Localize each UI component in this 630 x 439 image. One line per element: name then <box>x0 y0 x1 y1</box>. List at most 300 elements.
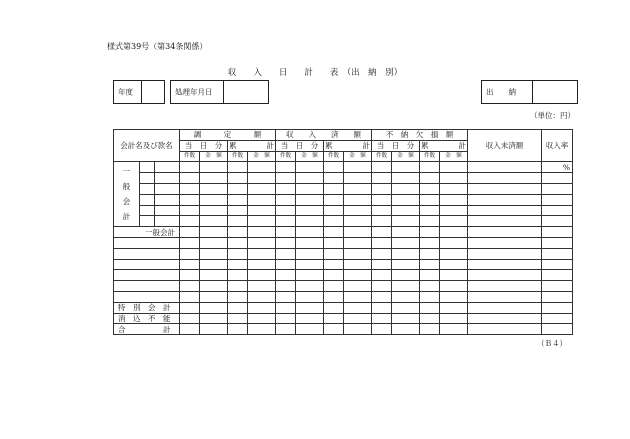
rate-cell[interactable] <box>542 216 573 227</box>
data-cell[interactable] <box>344 173 372 184</box>
data-cell[interactable] <box>372 259 392 270</box>
data-cell[interactable] <box>392 291 420 302</box>
data-cell[interactable] <box>228 194 248 205</box>
general-account-total: 一般会計 <box>114 227 180 238</box>
data-cell[interactable] <box>276 227 296 238</box>
data-cell[interactable] <box>440 205 468 216</box>
grand-total-label: 合 計 <box>114 324 180 335</box>
data-cell[interactable] <box>542 324 573 335</box>
data-cell[interactable] <box>420 162 440 173</box>
data-cell[interactable] <box>392 237 420 248</box>
data-cell[interactable] <box>324 237 344 248</box>
uncollected-cell[interactable] <box>468 162 542 173</box>
data-cell[interactable] <box>180 302 200 313</box>
data-cell[interactable] <box>324 216 344 227</box>
data-cell[interactable] <box>200 173 228 184</box>
data-cell[interactable] <box>420 227 440 238</box>
data-cell[interactable] <box>248 302 276 313</box>
data-cell[interactable] <box>296 324 324 335</box>
data-cell[interactable] <box>542 227 573 238</box>
data-cell[interactable] <box>344 313 372 324</box>
data-cell[interactable] <box>372 216 392 227</box>
data-cell[interactable] <box>248 237 276 248</box>
data-cell[interactable] <box>228 270 248 281</box>
data-cell[interactable] <box>180 313 200 324</box>
data-cell[interactable] <box>344 237 372 248</box>
data-cell[interactable] <box>440 248 468 259</box>
count-label: 件数 <box>420 151 440 162</box>
item-cell[interactable] <box>155 162 180 173</box>
data-cell[interactable] <box>276 248 296 259</box>
cashier-label: 出 納 <box>486 87 516 97</box>
data-cell[interactable] <box>296 216 324 227</box>
data-cell[interactable] <box>392 205 420 216</box>
data-cell[interactable] <box>276 216 296 227</box>
data-cell[interactable] <box>542 270 573 281</box>
data-cell[interactable] <box>324 313 344 324</box>
data-cell[interactable] <box>276 194 296 205</box>
data-cell[interactable] <box>248 281 276 292</box>
data-cell[interactable] <box>276 313 296 324</box>
data-cell[interactable] <box>276 162 296 173</box>
revenue-table <box>113 129 573 335</box>
data-cell[interactable] <box>324 302 344 313</box>
data-cell[interactable] <box>468 302 542 313</box>
data-cell[interactable] <box>542 281 573 292</box>
item-cell[interactable] <box>140 173 155 184</box>
data-cell[interactable] <box>228 173 248 184</box>
table-row <box>114 194 573 205</box>
data-cell[interactable] <box>324 259 344 270</box>
data-cell[interactable] <box>420 313 440 324</box>
amount-label: 金 額 <box>296 151 324 162</box>
process-date-box[interactable] <box>170 80 269 104</box>
data-cell[interactable] <box>200 216 228 227</box>
data-cell[interactable] <box>200 162 228 173</box>
data-cell[interactable] <box>248 194 276 205</box>
vertical-char: 会 <box>122 197 131 207</box>
group-written-off: 不 納 欠 損 額 <box>372 130 468 141</box>
data-cell[interactable] <box>228 281 248 292</box>
rate-cell[interactable] <box>542 205 573 216</box>
data-cell[interactable] <box>180 194 200 205</box>
data-cell[interactable] <box>200 313 228 324</box>
data-cell[interactable] <box>440 227 468 238</box>
data-cell[interactable] <box>420 183 440 194</box>
table-row <box>114 227 573 238</box>
data-cell[interactable] <box>296 162 324 173</box>
data-cell[interactable] <box>228 313 248 324</box>
item-cell[interactable] <box>155 183 180 194</box>
data-cell[interactable] <box>180 281 200 292</box>
sub-today: 当 日 分 <box>276 140 324 151</box>
data-cell[interactable] <box>420 194 440 205</box>
data-cell[interactable] <box>248 291 276 302</box>
data-cell[interactable] <box>228 248 248 259</box>
data-cell[interactable] <box>372 281 392 292</box>
sub-today: 当 日 分 <box>372 140 420 151</box>
data-cell[interactable] <box>248 313 276 324</box>
data-cell[interactable] <box>440 324 468 335</box>
year-label: 年度 <box>118 87 133 97</box>
amount-label: 金 額 <box>248 151 276 162</box>
data-cell[interactable] <box>296 237 324 248</box>
data-cell[interactable] <box>392 281 420 292</box>
data-cell[interactable] <box>372 183 392 194</box>
table-row <box>114 237 573 248</box>
table-row <box>114 162 573 173</box>
data-cell[interactable] <box>420 291 440 302</box>
data-cell[interactable] <box>542 248 573 259</box>
data-cell[interactable] <box>344 183 372 194</box>
data-cell[interactable] <box>324 227 344 238</box>
paper-size-note: （Ｂ４） <box>537 339 567 348</box>
data-cell[interactable] <box>276 302 296 313</box>
data-cell[interactable] <box>324 270 344 281</box>
data-cell[interactable] <box>180 259 200 270</box>
item-cell[interactable] <box>140 205 155 216</box>
data-cell[interactable] <box>248 162 276 173</box>
table-row <box>114 281 573 292</box>
table-row <box>114 324 573 335</box>
data-cell[interactable] <box>392 324 420 335</box>
rate-header: 収入率 <box>542 130 573 162</box>
data-cell[interactable] <box>296 270 324 281</box>
form-number: 様式第39号（第34条関係） <box>107 42 208 51</box>
table-row <box>114 183 573 194</box>
data-cell[interactable] <box>372 313 392 324</box>
amount-label: 金 額 <box>392 151 420 162</box>
data-cell[interactable] <box>542 237 573 248</box>
data-cell[interactable] <box>440 173 468 184</box>
data-cell[interactable] <box>468 237 542 248</box>
table-row <box>114 291 573 302</box>
unit-note: （単位：円） <box>530 111 575 120</box>
table-row <box>114 173 573 184</box>
data-cell[interactable] <box>180 270 200 281</box>
data-cell[interactable] <box>200 302 228 313</box>
data-cell[interactable] <box>248 248 276 259</box>
uncollected-header: 収入未済額 <box>468 130 542 162</box>
data-cell[interactable] <box>344 162 372 173</box>
item-cell[interactable] <box>140 162 155 173</box>
data-cell[interactable] <box>392 173 420 184</box>
data-cell[interactable] <box>180 183 200 194</box>
data-cell[interactable] <box>296 281 324 292</box>
data-cell[interactable] <box>228 237 248 248</box>
data-cell[interactable] <box>392 162 420 173</box>
count-label: 件数 <box>372 151 392 162</box>
data-cell[interactable] <box>200 227 228 238</box>
data-cell[interactable] <box>296 205 324 216</box>
data-cell[interactable] <box>344 216 372 227</box>
data-cell[interactable] <box>296 259 324 270</box>
data-cell[interactable] <box>344 281 372 292</box>
item-cell[interactable] <box>155 194 180 205</box>
table-row <box>114 248 573 259</box>
table-row <box>114 259 573 270</box>
data-cell[interactable] <box>392 313 420 324</box>
data-cell[interactable] <box>180 324 200 335</box>
data-cell[interactable] <box>324 173 344 184</box>
data-cell[interactable] <box>344 227 372 238</box>
item-cell[interactable] <box>114 281 180 292</box>
data-cell[interactable] <box>180 162 200 173</box>
data-cell[interactable] <box>372 270 392 281</box>
amount-label: 金 額 <box>440 151 468 162</box>
data-cell[interactable] <box>324 162 344 173</box>
cashier-box[interactable] <box>481 80 578 104</box>
data-cell[interactable] <box>372 291 392 302</box>
data-cell[interactable] <box>248 216 276 227</box>
data-cell[interactable] <box>276 205 296 216</box>
table-row <box>114 313 573 324</box>
rate-cell[interactable] <box>542 194 573 205</box>
data-cell[interactable] <box>420 248 440 259</box>
data-cell[interactable] <box>324 194 344 205</box>
item-cell[interactable] <box>155 205 180 216</box>
amount-label: 金 額 <box>200 151 228 162</box>
data-cell[interactable] <box>372 248 392 259</box>
data-cell[interactable] <box>392 302 420 313</box>
count-label: 件数 <box>228 151 248 162</box>
data-cell[interactable] <box>372 205 392 216</box>
data-cell[interactable] <box>468 291 542 302</box>
table-row <box>114 205 573 216</box>
data-cell[interactable] <box>200 183 228 194</box>
item-cell[interactable] <box>140 183 155 194</box>
data-cell[interactable] <box>296 194 324 205</box>
data-cell[interactable] <box>200 324 228 335</box>
data-cell[interactable] <box>296 313 324 324</box>
data-cell[interactable] <box>420 237 440 248</box>
data-cell[interactable] <box>344 324 372 335</box>
data-cell[interactable] <box>180 248 200 259</box>
data-cell[interactable] <box>248 227 276 238</box>
data-cell[interactable] <box>228 324 248 335</box>
table-row <box>114 302 573 313</box>
data-cell[interactable] <box>468 259 542 270</box>
data-cell[interactable] <box>200 259 228 270</box>
data-cell[interactable] <box>248 205 276 216</box>
table-row <box>114 270 573 281</box>
data-cell[interactable] <box>180 291 200 302</box>
data-cell[interactable] <box>542 313 573 324</box>
item-cell[interactable] <box>114 259 180 270</box>
item-cell[interactable] <box>155 216 180 227</box>
data-cell[interactable] <box>248 173 276 184</box>
data-cell[interactable] <box>180 237 200 248</box>
sub-today: 当 日 分 <box>180 140 228 151</box>
data-cell[interactable] <box>542 259 573 270</box>
rate-cell[interactable] <box>542 183 573 194</box>
data-cell[interactable] <box>228 216 248 227</box>
data-cell[interactable] <box>296 173 324 184</box>
data-cell[interactable] <box>228 183 248 194</box>
data-cell[interactable] <box>296 183 324 194</box>
data-cell[interactable] <box>324 205 344 216</box>
data-cell[interactable] <box>468 324 542 335</box>
data-cell[interactable] <box>276 237 296 248</box>
data-cell[interactable] <box>248 270 276 281</box>
data-cell[interactable] <box>344 270 372 281</box>
data-cell[interactable] <box>420 302 440 313</box>
data-cell[interactable] <box>440 162 468 173</box>
data-cell[interactable] <box>344 194 372 205</box>
sub-cumulative: 累 計 <box>229 141 274 151</box>
data-cell[interactable] <box>440 281 468 292</box>
year-box[interactable] <box>113 80 165 104</box>
data-cell[interactable] <box>324 183 344 194</box>
data-cell[interactable] <box>276 259 296 270</box>
item-cell[interactable] <box>114 248 180 259</box>
data-cell[interactable] <box>420 173 440 184</box>
item-cell[interactable] <box>140 194 155 205</box>
vertical-char: 計 <box>122 212 131 222</box>
data-cell[interactable] <box>200 281 228 292</box>
data-cell[interactable] <box>344 302 372 313</box>
account-col-header: 会計名及び款名 <box>114 130 180 162</box>
data-cell[interactable] <box>296 227 324 238</box>
data-cell[interactable] <box>180 227 200 238</box>
data-cell[interactable] <box>324 291 344 302</box>
data-cell[interactable] <box>542 291 573 302</box>
data-cell[interactable] <box>344 291 372 302</box>
uncollected-cell[interactable] <box>468 173 542 184</box>
data-cell[interactable] <box>468 248 542 259</box>
item-cell[interactable] <box>114 237 180 248</box>
percent-sign: % <box>562 162 570 172</box>
data-cell[interactable] <box>440 302 468 313</box>
data-cell[interactable] <box>180 216 200 227</box>
data-cell[interactable] <box>420 259 440 270</box>
data-cell[interactable] <box>392 216 420 227</box>
data-cell[interactable] <box>372 324 392 335</box>
data-cell[interactable] <box>392 259 420 270</box>
data-cell[interactable] <box>440 291 468 302</box>
data-cell[interactable] <box>420 216 440 227</box>
data-cell[interactable] <box>372 302 392 313</box>
data-cell[interactable] <box>324 281 344 292</box>
special-account-label: 特 別 会 計 <box>114 302 180 313</box>
data-cell[interactable] <box>392 194 420 205</box>
item-cell[interactable] <box>140 216 155 227</box>
data-cell[interactable] <box>248 259 276 270</box>
count-label: 件数 <box>180 151 200 162</box>
data-cell[interactable] <box>440 313 468 324</box>
process-date-label: 処理年月日 <box>175 87 213 97</box>
data-cell[interactable] <box>392 227 420 238</box>
vertical-char: 一 <box>122 167 131 177</box>
data-cell[interactable] <box>276 291 296 302</box>
data-cell[interactable] <box>296 248 324 259</box>
data-cell[interactable] <box>228 205 248 216</box>
data-cell[interactable] <box>420 205 440 216</box>
data-cell[interactable] <box>276 183 296 194</box>
data-cell[interactable] <box>200 291 228 302</box>
data-cell[interactable] <box>324 324 344 335</box>
amount-label: 金 額 <box>344 151 372 162</box>
unable-collect-label: 消 込 不 能 <box>114 313 180 324</box>
data-cell[interactable] <box>228 259 248 270</box>
count-label: 件数 <box>276 151 296 162</box>
sub-cumulative: 累 計 <box>421 141 466 151</box>
uncollected-cell[interactable] <box>468 205 542 216</box>
data-cell[interactable] <box>228 162 248 173</box>
group-assessed: 調 定 額 <box>180 130 276 141</box>
data-cell[interactable] <box>200 205 228 216</box>
data-cell[interactable] <box>248 324 276 335</box>
data-cell[interactable] <box>228 291 248 302</box>
data-cell[interactable] <box>180 205 200 216</box>
data-cell[interactable] <box>324 248 344 259</box>
data-cell[interactable] <box>296 291 324 302</box>
data-cell[interactable] <box>420 281 440 292</box>
data-cell[interactable] <box>468 313 542 324</box>
data-cell[interactable] <box>200 248 228 259</box>
data-cell[interactable] <box>200 270 228 281</box>
data-cell[interactable] <box>468 227 542 238</box>
group-collected: 収 入 済 額 <box>276 130 372 141</box>
data-cell[interactable] <box>542 302 573 313</box>
data-cell[interactable] <box>296 302 324 313</box>
data-cell[interactable] <box>200 237 228 248</box>
data-cell[interactable] <box>228 227 248 238</box>
data-cell[interactable] <box>440 216 468 227</box>
rate-cell[interactable] <box>542 173 573 184</box>
data-cell[interactable] <box>468 281 542 292</box>
uncollected-cell[interactable] <box>468 194 542 205</box>
item-cell[interactable] <box>155 173 180 184</box>
uncollected-cell[interactable] <box>468 216 542 227</box>
data-cell[interactable] <box>440 237 468 248</box>
data-cell[interactable] <box>440 270 468 281</box>
uncollected-cell[interactable] <box>468 183 542 194</box>
data-cell[interactable] <box>248 183 276 194</box>
data-cell[interactable] <box>372 237 392 248</box>
rate-cell[interactable] <box>542 162 573 173</box>
data-cell[interactable] <box>372 162 392 173</box>
data-cell[interactable] <box>420 270 440 281</box>
data-cell[interactable] <box>180 173 200 184</box>
data-cell[interactable] <box>468 270 542 281</box>
data-cell[interactable] <box>276 270 296 281</box>
data-cell[interactable] <box>276 324 296 335</box>
data-cell[interactable] <box>392 183 420 194</box>
data-cell[interactable] <box>372 173 392 184</box>
data-cell[interactable] <box>440 194 468 205</box>
item-cell[interactable] <box>114 291 180 302</box>
data-cell[interactable] <box>228 302 248 313</box>
data-cell[interactable] <box>344 205 372 216</box>
data-cell[interactable] <box>392 248 420 259</box>
data-cell[interactable] <box>440 183 468 194</box>
form-title: 収 入 日 計 表 （出 納 別） <box>227 68 403 78</box>
data-cell[interactable] <box>372 194 392 205</box>
data-cell[interactable] <box>372 227 392 238</box>
data-cell[interactable] <box>344 248 372 259</box>
data-cell[interactable] <box>392 270 420 281</box>
data-cell[interactable] <box>440 259 468 270</box>
data-cell[interactable] <box>420 324 440 335</box>
item-cell[interactable] <box>114 270 180 281</box>
data-cell[interactable] <box>276 173 296 184</box>
sub-cumulative: 累 計 <box>325 141 370 151</box>
data-cell[interactable] <box>200 194 228 205</box>
data-cell[interactable] <box>276 281 296 292</box>
table-row <box>114 216 573 227</box>
data-cell[interactable] <box>344 259 372 270</box>
